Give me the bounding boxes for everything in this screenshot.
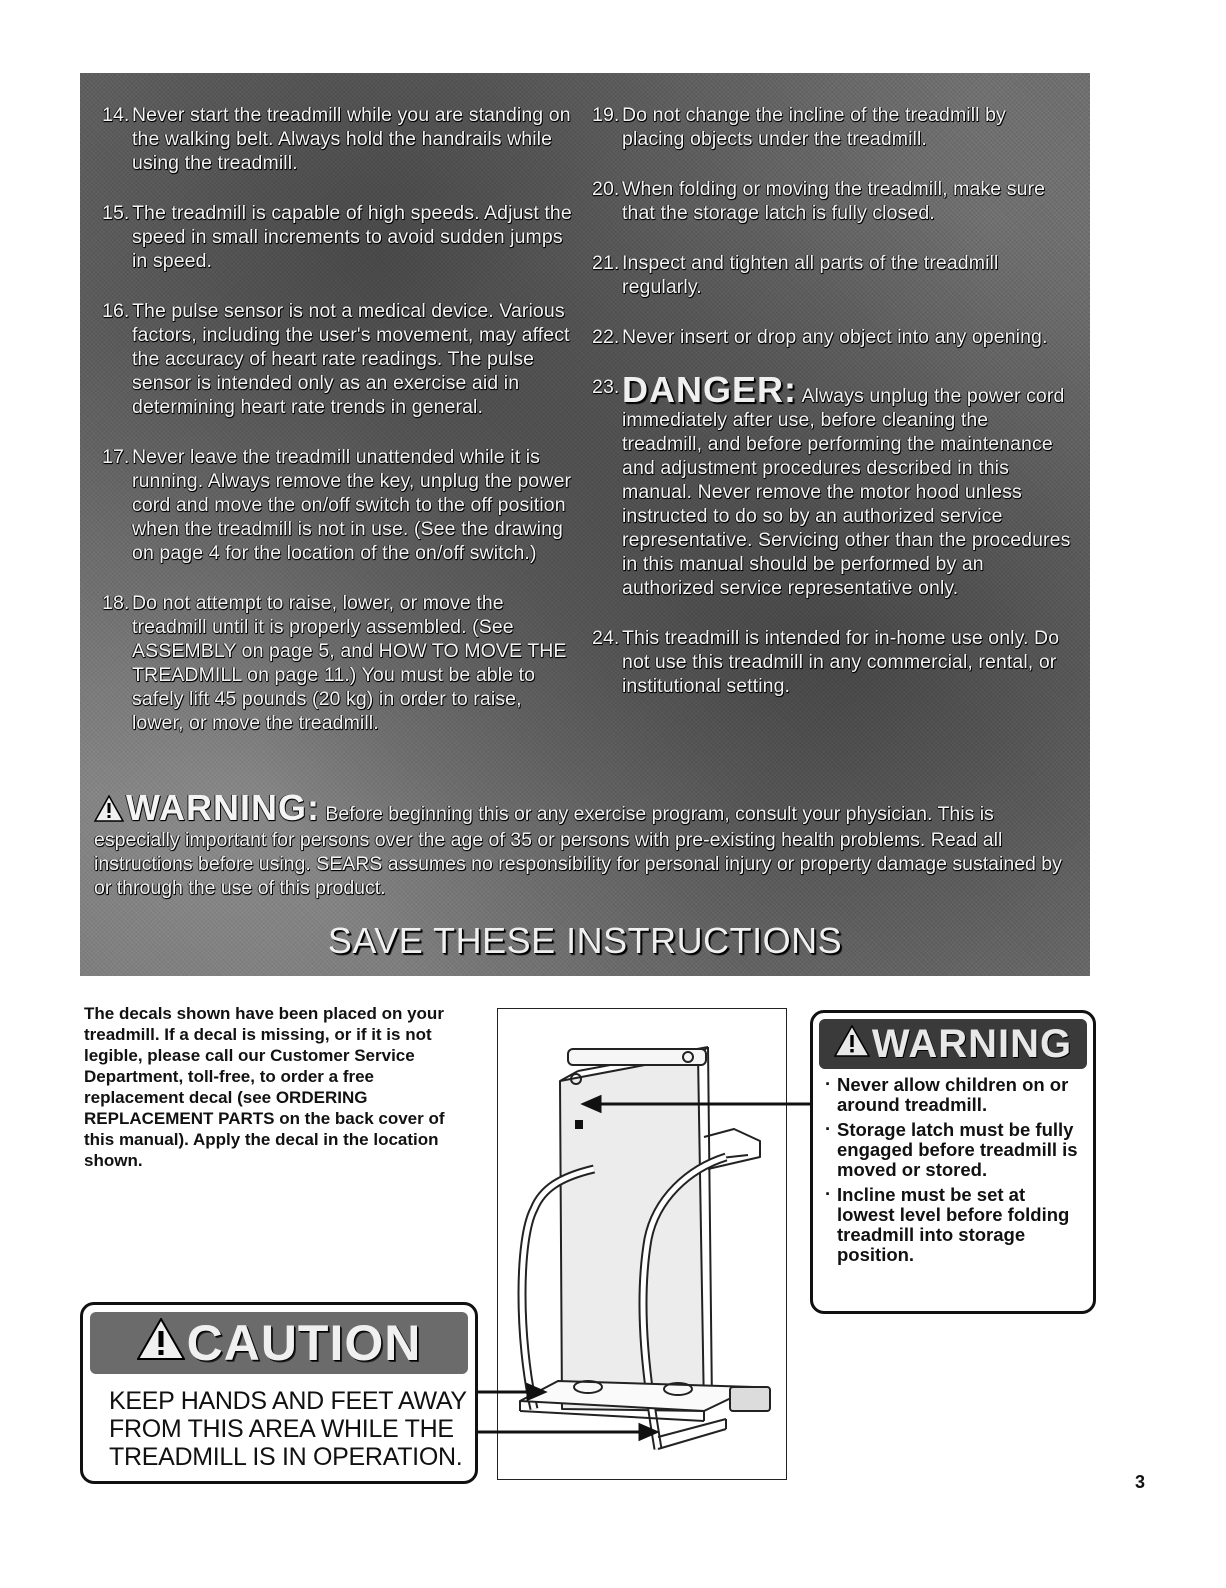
caution-decal-text bbox=[83, 1381, 475, 1471]
item-number: 15. bbox=[102, 202, 130, 224]
danger-heading: DANGER: bbox=[622, 369, 797, 410]
decal-location-marker bbox=[575, 1120, 583, 1129]
caution-decal-header bbox=[90, 1312, 468, 1374]
caution-line: TREADMILL IS IN OPERATION. bbox=[109, 1443, 463, 1471]
caution-decal bbox=[80, 1302, 478, 1484]
treadmill-figure bbox=[497, 1008, 787, 1480]
caution-line: FROM THIS AREA WHILE THE bbox=[109, 1415, 454, 1443]
safety-item-23-danger bbox=[592, 369, 1072, 600]
safety-right-column bbox=[592, 103, 1072, 724]
warning-triangle-icon bbox=[834, 1022, 870, 1067]
item-number: 20. bbox=[592, 178, 620, 200]
item-number: 17. bbox=[102, 446, 130, 468]
danger-text-block bbox=[622, 369, 1072, 600]
folded-treadmill-drawing bbox=[498, 1009, 786, 1479]
warning-triangle-icon bbox=[94, 795, 124, 828]
safety-item-17 bbox=[102, 445, 572, 565]
safety-item-18 bbox=[102, 591, 572, 735]
warning-decal-bullet: · Storage latch must be fully engaged before treadmill is moved or stored. bbox=[825, 1120, 1083, 1180]
item-number: 23. bbox=[592, 376, 620, 398]
item-number: 14. bbox=[102, 104, 130, 126]
decal-description: The decals shown have been placed on your treadmill. If a decal is missing, or if it is not legible, please call our Customer Service Department, toll-free, to order a free replacement decal (see ORDERING REPLACEMENT PARTS on the back cover of this manual). Apply the decal in the location shown. bbox=[84, 1004, 445, 1170]
warning-decal-bullet: · Never allow children on or around treadmill. bbox=[825, 1075, 1083, 1115]
warning-decal-list bbox=[813, 1075, 1093, 1265]
warning-decal-title: WARNING bbox=[871, 1021, 1073, 1066]
safety-item-15 bbox=[102, 201, 572, 273]
item-text: Never insert or drop any object into any opening. bbox=[622, 326, 1048, 348]
caution-triangle-icon bbox=[137, 1314, 185, 1372]
item-number: 19. bbox=[592, 104, 620, 126]
warning-decal bbox=[810, 1010, 1096, 1314]
caution-line: KEEP HANDS AND FEET AWAY bbox=[109, 1387, 467, 1415]
safety-item-21 bbox=[592, 251, 1072, 299]
item-text: Do not change the incline of the treadmill by placing objects under the treadmill. bbox=[622, 104, 1006, 150]
safety-item-22 bbox=[592, 325, 1072, 349]
safety-item-14 bbox=[102, 103, 572, 175]
safety-left-column bbox=[102, 103, 572, 761]
save-instructions-title: SAVE THESE INSTRUCTIONS bbox=[327, 920, 843, 961]
item-number: 21. bbox=[592, 252, 620, 274]
item-text: Never start the treadmill while you are standing on the walking belt. Always hold the handrails while using the treadmill. bbox=[132, 104, 571, 174]
safety-item-20 bbox=[592, 177, 1072, 225]
item-text: Never leave the treadmill unattended while it is running. Always remove the key, unplug the power cord and move the on/off switch to the off position when the treadmill is not in use. (See the drawing on page 4 for the location of the on/off switch.) bbox=[132, 446, 572, 564]
page-number: 3 bbox=[1135, 1472, 1146, 1492]
warning-text: Before beginning this or any exercise program, consult your physician. This is especially important for persons over the age of 35 or persons with pre-existing health problems. Read all instructions before using. SEARS assumes no responsibility for personal injury or property damage sustained by or through the use of this product. bbox=[94, 803, 1062, 899]
item-text: Do not attempt to raise, lower, or move the treadmill until it is properly assembled. (See ASSEMBLY on page 5, and HOW TO MOVE THE TREADMILL on page 11.) You must be able to safely lift 45 pounds (20 kg) in order to raise, lower, or move the treadmill. bbox=[132, 592, 567, 734]
item-number: 18. bbox=[102, 592, 130, 614]
item-text: When folding or moving the treadmill, make sure that the storage latch is fully closed. bbox=[622, 178, 1046, 224]
warning-decal-header bbox=[819, 1019, 1087, 1069]
danger-text: Always unplug the power cord immediately after use, before cleaning the treadmill, and before performing the maintenance and adjustment procedures described in this manual. Never remove the motor hood unless instructed to do so by an authorized service representative. Servicing other than the procedures in this manual should be performed by an authorized service representative only. bbox=[622, 385, 1071, 599]
item-text: The pulse sensor is not a medical device. Various factors, including the user's movement, may affect the accuracy of heart rate readings. The pulse sensor is intended only as an exercise aid in determining heart rate trends in general. bbox=[132, 300, 570, 418]
warning-decal-bullet: · Incline must be set at lowest level before folding treadmill into storage position. bbox=[825, 1185, 1083, 1265]
safety-item-24 bbox=[592, 626, 1072, 698]
item-text: This treadmill is intended for in-home use only. Do not use this treadmill in any commercial, rental, or institutional setting. bbox=[622, 627, 1060, 697]
caution-decal-title: CAUTION bbox=[186, 1315, 422, 1371]
item-number: 22. bbox=[592, 326, 620, 348]
safety-instructions-panel bbox=[80, 73, 1090, 976]
general-warning bbox=[94, 787, 1079, 900]
item-number: 16. bbox=[102, 300, 130, 322]
safety-item-16 bbox=[102, 299, 572, 419]
warning-heading: WARNING: bbox=[126, 787, 320, 828]
item-text: Inspect and tighten all parts of the treadmill regularly. bbox=[622, 252, 999, 298]
safety-item-19 bbox=[592, 103, 1072, 151]
item-number: 24. bbox=[592, 627, 620, 649]
item-text: The treadmill is capable of high speeds. Adjust the speed in small increments to avoid sudden jumps in speed. bbox=[132, 202, 572, 272]
